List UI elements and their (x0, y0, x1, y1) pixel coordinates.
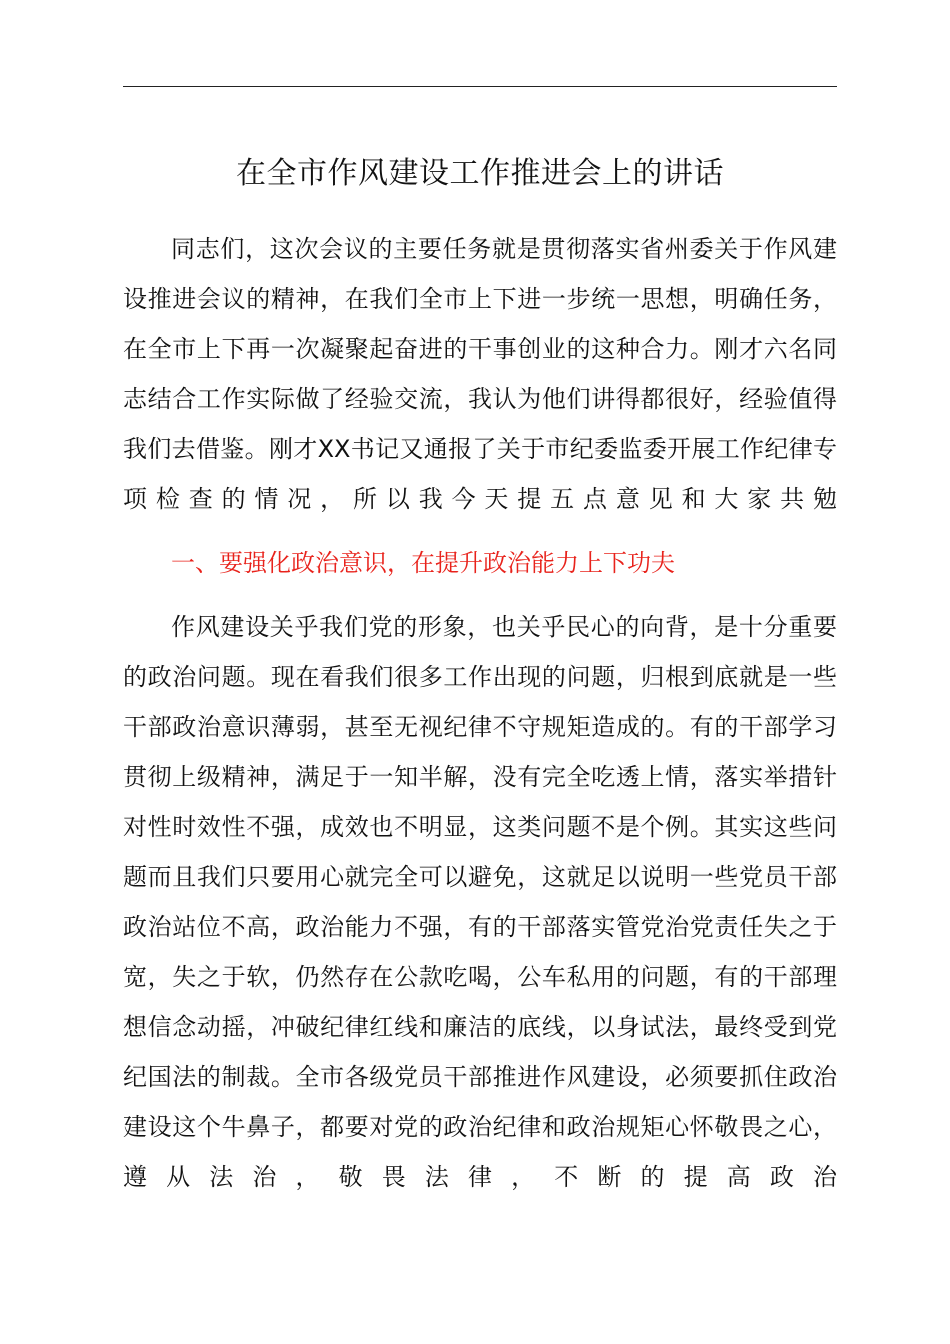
document-body (123, 224, 837, 1202)
intro-paragraph: 同志们，这次会议的主要任务就是贯彻落实省州委关于作风建设推进会议的精神，在我们全市上下进一步统一思想，明确任务，在全市上下再一次凝聚起奋进的干事创业的这种合力。刚才六名同志结合工作实际做了经验交流，我认为他们讲得都很好，经验值得我们去借鉴。刚才XX书记又通报了关于市纪委监委开展工作纪律专项检查的情况，所以我今天提五点意见和大家共勉 (123, 235, 837, 513)
document-title: 在全市作风建设工作推进会上的讲话 (236, 156, 724, 191)
section-1-paragraph: 作风建设关乎我们党的形象，也关乎民心的向背，是十分重要的政治问题。现在看我们很多工作出现的问题，归根到底就是一些干部政治意识薄弱，甚至无视纪律不守规矩造成的。有的干部学习贯彻上级精神，满足于一知半解，没有完全吃透上情，落实举措针对性时效性不强，成效也不明显，这类问题不是个例。其实这些问题而且我们只要用心就完全可以避免，这就足以说明一些党员干部政治站位不高，政治能力不强，有的干部落实管党治党责任失之于宽，失之于软，仍然存在公款吃喝，公车私用的问题，有的干部理想信念动摇，冲破纪律红线和廉洁的底线，以身试法，最终受到党纪国法的制裁。全市各级党员干部推进作风建设，必须要抓住政治建设这个牛鼻子，都要对党的政治纪律和政治规矩心怀敬畏之心，遵从法治，敬畏法律，不断的提高政治 (123, 613, 837, 1191)
header-rule (123, 86, 837, 87)
section-heading-1: 一、要强化政治意识，在提升政治能力上下功夫 (171, 549, 675, 577)
